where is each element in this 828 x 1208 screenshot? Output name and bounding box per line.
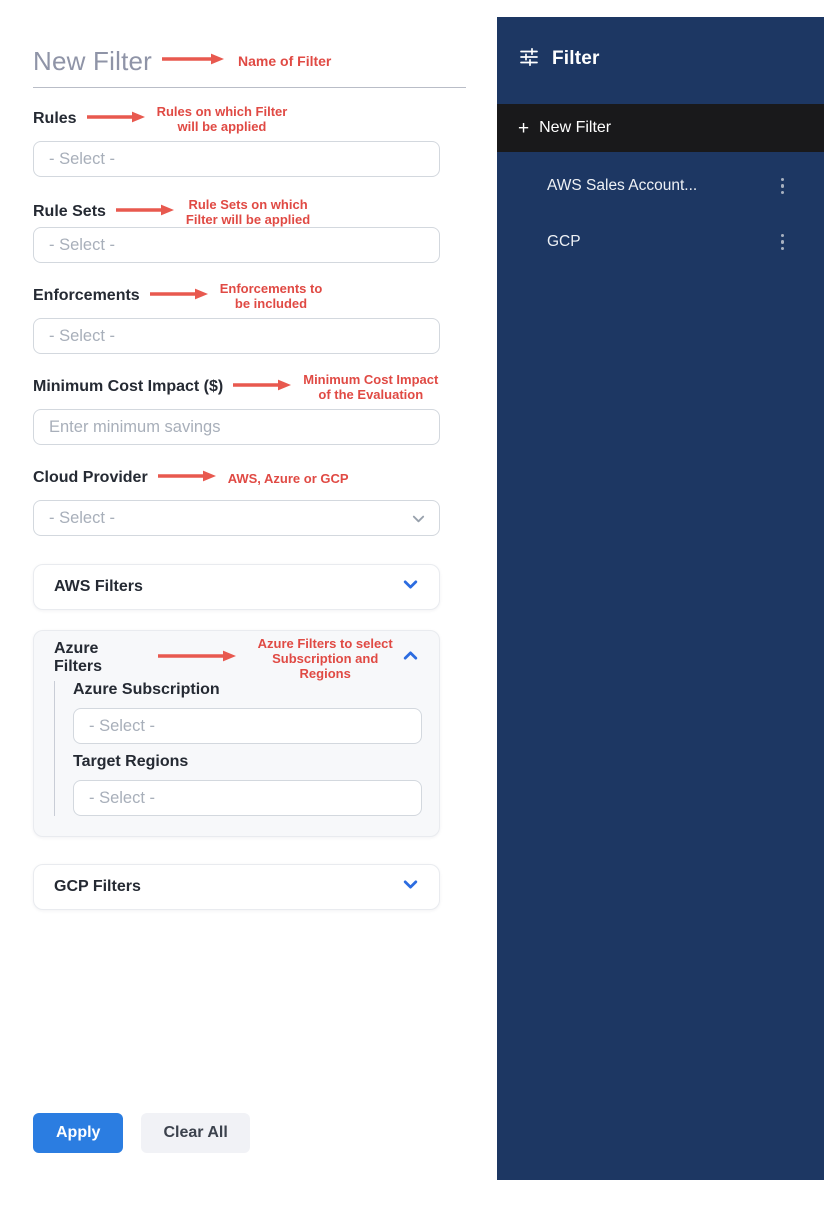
title-divider (33, 87, 466, 88)
filter-sidebar (497, 17, 824, 1180)
aws-filters-title: AWS Filters (54, 578, 143, 595)
filter-form-panel (33, 44, 466, 910)
chevron-down-icon (402, 576, 419, 598)
kebab-menu-icon[interactable] (777, 174, 789, 199)
annotation-arrow (233, 378, 291, 396)
field-min-cost (33, 372, 440, 445)
plus-icon: + (518, 117, 530, 139)
field-enforcements (33, 281, 440, 354)
azure-filters-accordion (33, 630, 440, 837)
azure-subscription-select[interactable] (73, 708, 422, 744)
annotation-arrow (116, 203, 174, 221)
field-rules (33, 104, 440, 177)
sidebar-header (497, 17, 824, 77)
cloud-provider-label: Cloud Provider (33, 469, 148, 486)
azure-filters-title: Azure Filters (54, 640, 103, 675)
min-cost-annotation: Minimum Cost Impact of the Evaluation (303, 372, 439, 402)
cloud-provider-annotation: AWS, Azure or GCP (227, 470, 349, 486)
annotation-arrow (87, 110, 145, 128)
filter-item-label: GCP (547, 233, 581, 250)
apply-button[interactable]: Apply (33, 1113, 123, 1153)
kebab-menu-icon[interactable] (777, 230, 789, 255)
rules-label: Rules (33, 110, 77, 127)
chevron-down-icon (402, 876, 419, 898)
azure-filters-annotation: Azure Filters to select Subscription and Regions (257, 635, 393, 681)
rule-sets-select[interactable] (33, 227, 440, 263)
page-title: New Filter (33, 45, 153, 76)
enforcements-annotation: Enforcements to be included (219, 281, 323, 311)
chevron-up-icon (402, 647, 419, 669)
min-cost-label: Minimum Cost Impact ($) (33, 378, 224, 395)
field-cloud-provider (33, 463, 440, 536)
gcp-filters-header[interactable] (34, 865, 439, 909)
list-item[interactable] (497, 158, 824, 214)
aws-filters-header[interactable] (34, 565, 439, 609)
aws-filters-accordion (33, 564, 440, 610)
indent-rail (54, 681, 55, 816)
annotation-arrow (162, 52, 224, 70)
new-filter-label: New Filter (539, 119, 612, 136)
rule-sets-label: Rule Sets (33, 203, 106, 220)
annotation-arrow (158, 649, 236, 667)
target-regions-label: Target Regions (73, 753, 189, 770)
min-cost-input[interactable] (33, 409, 440, 445)
azure-filters-body (54, 681, 419, 816)
rules-annotation: Rules on which Filter will be applied (156, 104, 288, 134)
title-row (33, 46, 466, 76)
rules-select[interactable] (33, 141, 440, 177)
sliders-icon (518, 45, 540, 72)
gcp-filters-accordion (33, 864, 440, 910)
saved-filters-list (497, 158, 824, 270)
cloud-provider-select[interactable] (33, 500, 440, 536)
form-actions (33, 1113, 250, 1153)
azure-filters-header[interactable] (34, 631, 439, 679)
sidebar-title: Filter (552, 47, 600, 69)
target-regions-select[interactable] (73, 780, 422, 816)
azure-subscription-label: Azure Subscription (73, 681, 220, 698)
gcp-filters-title: GCP Filters (54, 878, 141, 895)
annotation-arrow (150, 287, 208, 305)
enforcements-label: Enforcements (33, 287, 140, 304)
enforcements-select[interactable] (33, 318, 440, 354)
annotation-arrow (158, 469, 216, 487)
list-item[interactable] (497, 214, 824, 270)
clear-all-button[interactable]: Clear All (141, 1113, 249, 1153)
new-filter-button[interactable] (497, 104, 824, 152)
rule-sets-annotation: Rule Sets on which Filter will be applied (185, 197, 311, 227)
filter-item-label: AWS Sales Account... (547, 177, 698, 194)
title-annotation: Name of Filter (238, 53, 332, 69)
field-rule-sets (33, 197, 440, 263)
